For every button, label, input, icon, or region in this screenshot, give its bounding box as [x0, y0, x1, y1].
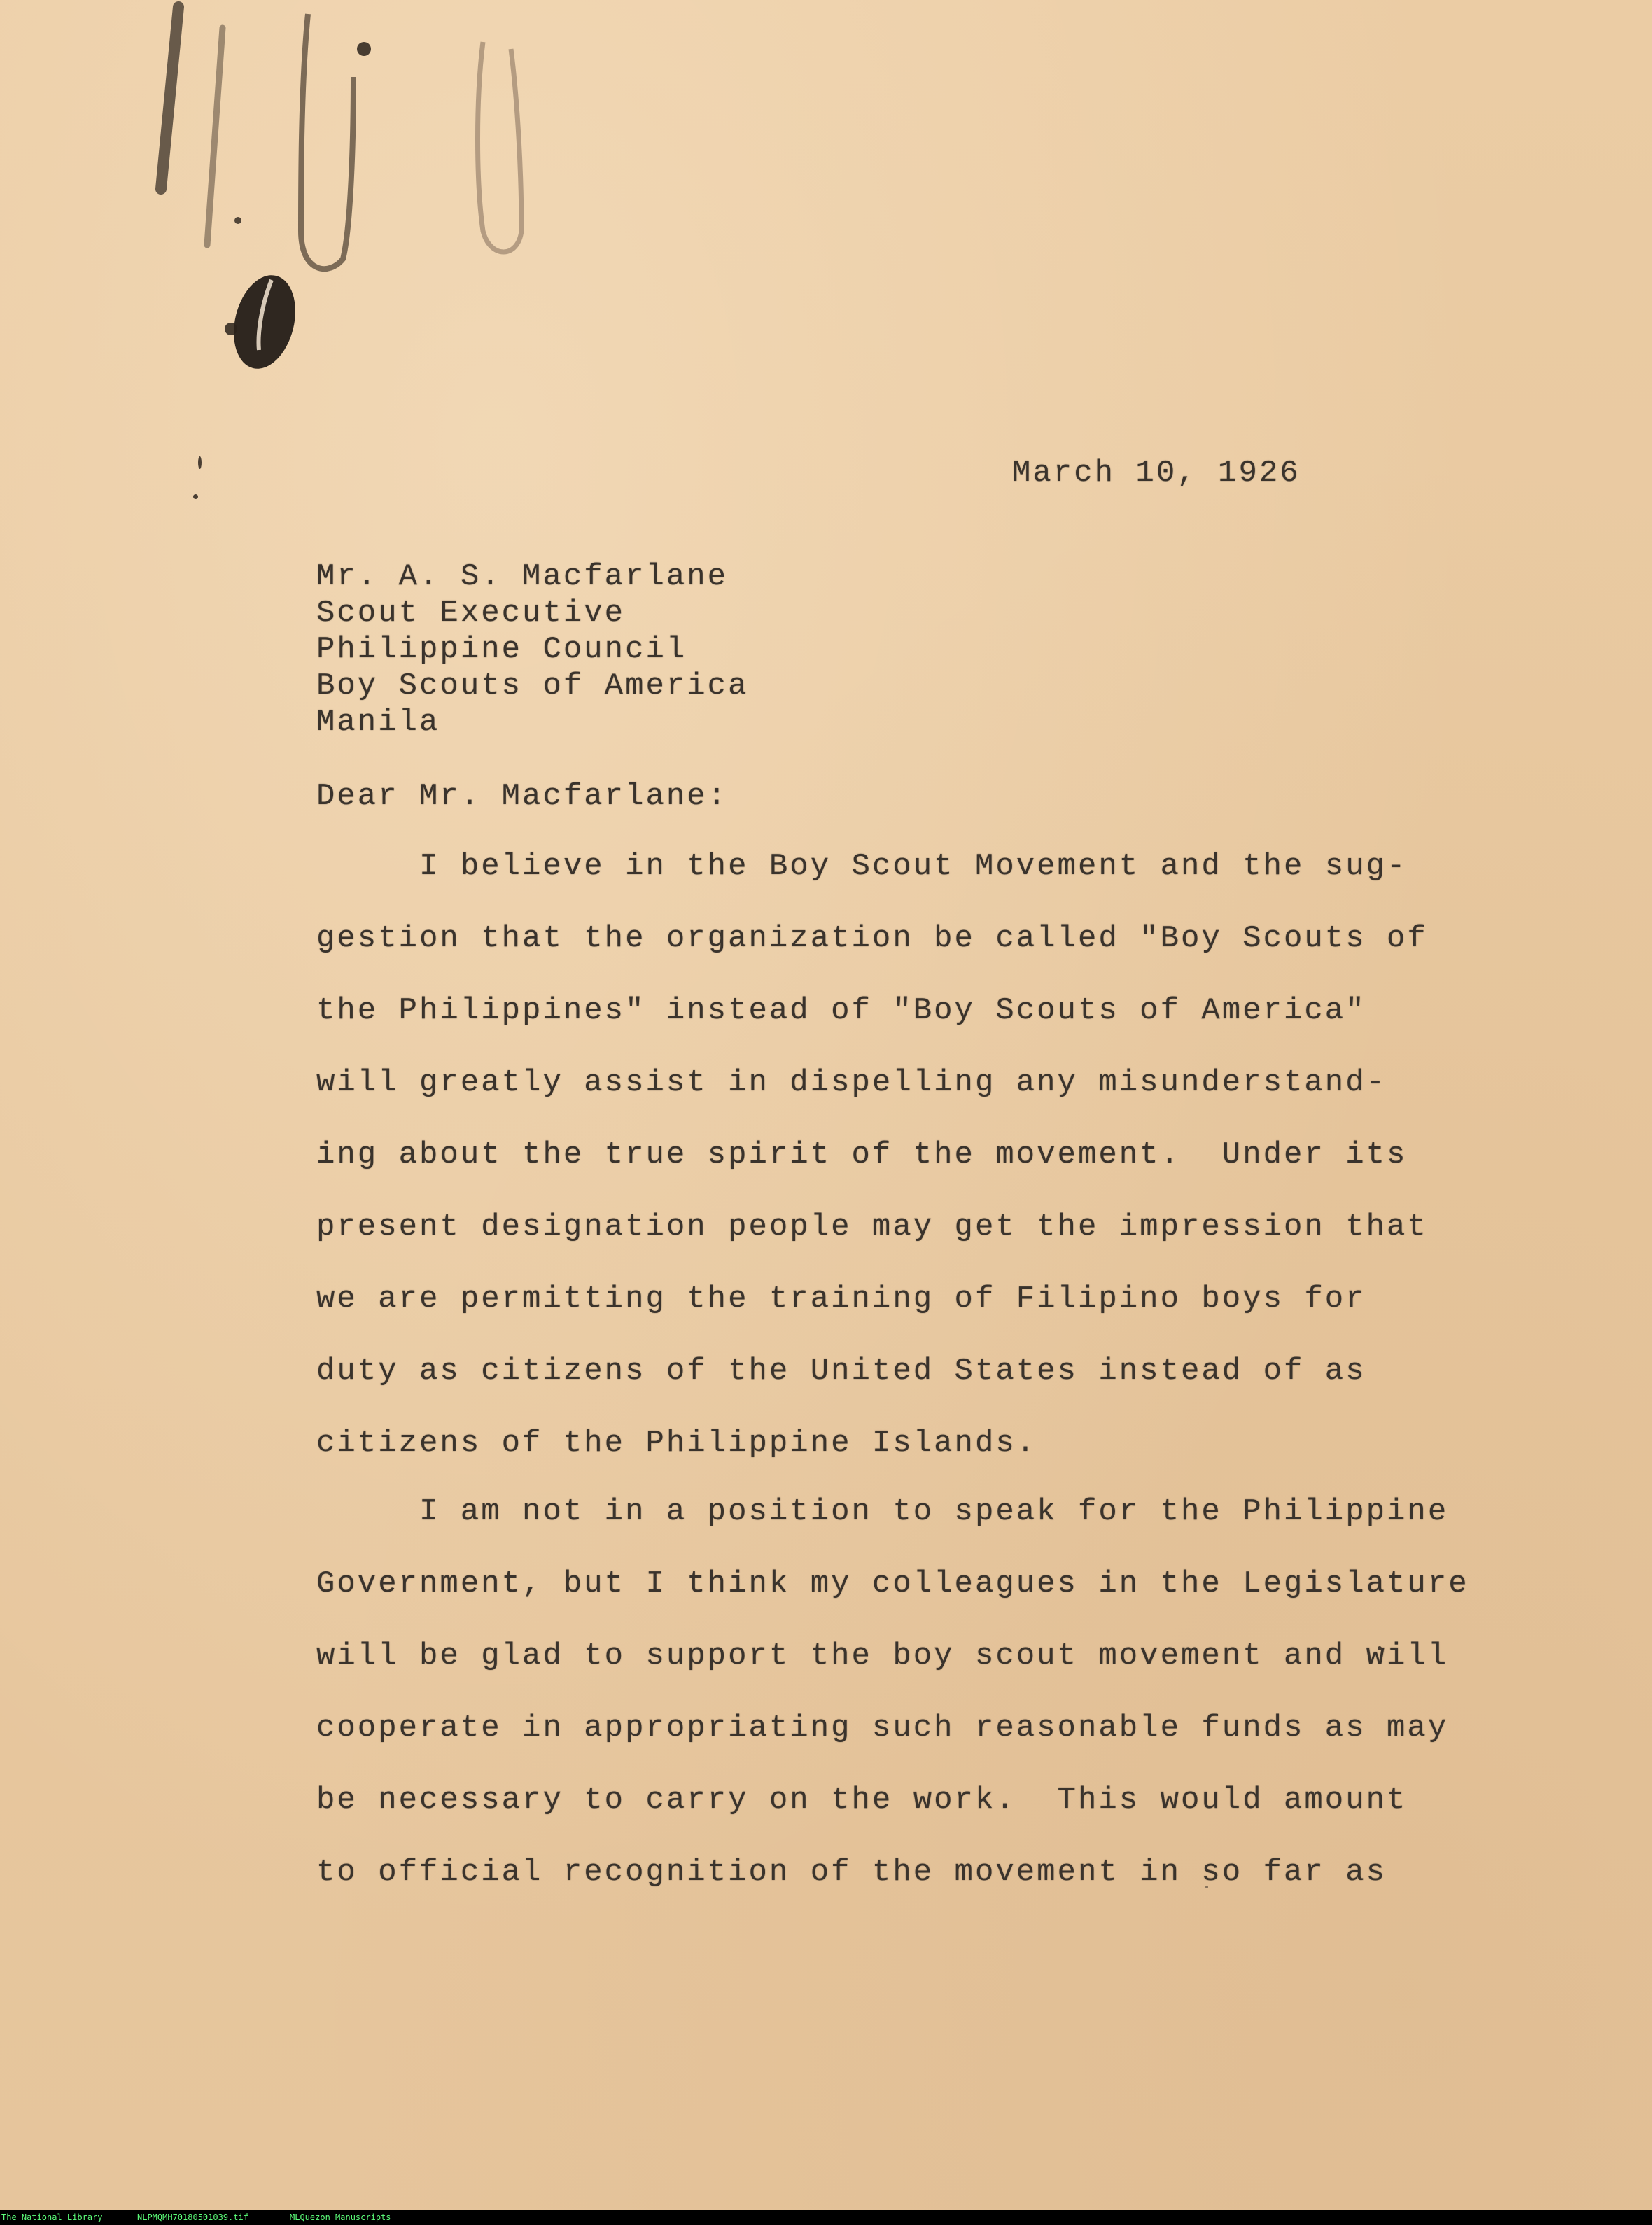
recipient-council: Philippine Council	[316, 632, 687, 667]
footer-collection: MLQuezon Manuscripts	[290, 2212, 391, 2222]
recipient-organization: Boy Scouts of America	[316, 668, 749, 703]
text-line: we are permitting the training of Filipino boys for	[316, 1282, 1366, 1317]
recipient-city: Manila	[316, 705, 440, 740]
text-line: will greatly assist in dispelling any misunderstand-	[316, 1065, 1387, 1100]
text-line: the Philippines" instead of "Boy Scouts of America"	[316, 993, 1366, 1028]
text-line: I believe in the Boy Scout Movement and the sug-	[316, 849, 1408, 884]
recipient-name: Mr. A. S. Macfarlane	[316, 559, 729, 594]
clip-loop-stain-right	[478, 42, 522, 252]
punch-mark	[198, 456, 202, 469]
text-line: present designation people may get the impression that	[316, 1209, 1428, 1244]
text-line: will be glad to support the boy scout movement and will	[316, 1638, 1449, 1673]
text-line: duty as citizens of the United States instead of as	[316, 1354, 1366, 1389]
ink-blot	[225, 269, 304, 375]
body-paragraph-2	[316, 1476, 1469, 1909]
scan-metadata-bar	[0, 2210, 1652, 2225]
clip-loop-stain	[301, 14, 354, 269]
body-paragraph-1	[316, 831, 1428, 1480]
punch-mark	[193, 494, 198, 499]
text-line: citizens of the Philippine Islands.	[316, 1426, 1037, 1461]
text-line: cooperate in appropriating such reasonable funds as may	[316, 1711, 1449, 1746]
text-line: ing about the true spirit of the movement. Under its	[316, 1137, 1408, 1172]
recipient-address	[316, 559, 749, 741]
salutation	[316, 778, 728, 815]
footer-library: The National Library	[1, 2212, 103, 2222]
recipient-title: Scout Executive	[316, 596, 626, 631]
footer-filename: NLPMQMH70180501039.tif	[137, 2212, 248, 2222]
rust-streak-left	[161, 7, 178, 189]
text-line: I am not in a position to speak for the Philippine	[316, 1494, 1449, 1529]
rust-streak-mid	[207, 28, 223, 245]
letter-date: March 10, 1926	[1012, 456, 1301, 491]
text-line: Government, but I think my colleagues in the Legislature	[316, 1566, 1469, 1601]
salutation-text: Dear Mr. Macfarlane:	[316, 779, 729, 814]
text-line: gestion that the organization be called "Boy Scouts of	[316, 921, 1428, 956]
paper-clip-rust-stain	[0, 0, 560, 532]
text-line: to official recognition of the movement in so far as	[316, 1855, 1387, 1890]
text-line: be necessary to carry on the work. This would amount	[316, 1783, 1408, 1818]
